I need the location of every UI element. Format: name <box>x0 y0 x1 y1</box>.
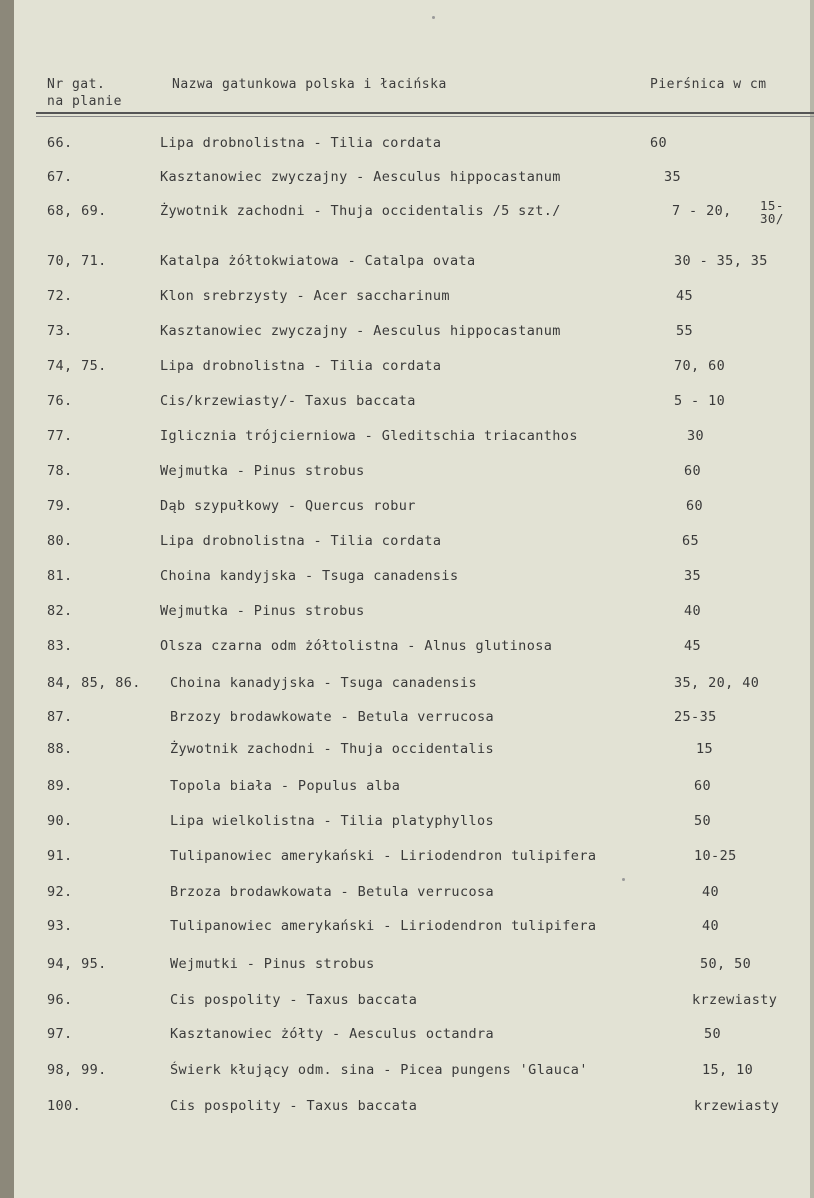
page-edge-left <box>0 0 14 1198</box>
row-number: 92. <box>47 884 73 900</box>
row-number: 70, 71. <box>47 253 107 269</box>
row-species-name: Kasztanowiec żółty - Aesculus octandra <box>170 1026 495 1042</box>
row-number: 68, 69. <box>47 203 107 219</box>
row-species-name: Olsza czarna odm żółtolistna - Alnus glutinosa <box>160 638 553 654</box>
row-number: 97. <box>47 1026 73 1042</box>
row-dbh-value: 30 - 35, 35 <box>674 253 768 269</box>
row-species-name: Dąb szypułkowy - Quercus robur <box>160 498 416 514</box>
row-number: 83. <box>47 638 73 654</box>
row-number: 66. <box>47 135 73 151</box>
row-number: 98, 99. <box>47 1062 107 1078</box>
row-species-name: Cis pospolity - Taxus baccata <box>170 992 418 1008</box>
row-number: 94, 95. <box>47 956 107 972</box>
header-nr-line2: na planie <box>47 94 122 109</box>
row-species-name: Lipa drobnolistna - Tilia cordata <box>160 135 442 151</box>
row-number: 93. <box>47 918 73 934</box>
page-edge-right <box>810 0 814 1198</box>
row-species-name: Tulipanowiec amerykański - Liriodendron tulipifera <box>170 918 597 934</box>
row-number: 79. <box>47 498 73 514</box>
row-species-name: Lipa drobnolistna - Tilia cordata <box>160 533 442 549</box>
row-dbh-value: 45 <box>676 288 694 304</box>
row-number: 96. <box>47 992 73 1008</box>
row-number: 84, 85, 86. <box>47 675 141 691</box>
row-species-name: Tulipanowiec amerykański - Liriodendron tulipifera <box>170 848 597 864</box>
row-dbh-value: 60 <box>686 498 704 514</box>
row-species-name: Kasztanowiec zwyczajny - Aesculus hippocastanum <box>160 323 561 339</box>
row-dbh-value: 40 <box>702 884 720 900</box>
row-species-name: Cis/krzewiasty/- Taxus baccata <box>160 393 416 409</box>
row-number: 90. <box>47 813 73 829</box>
row-number: 80. <box>47 533 73 549</box>
row-dbh-value: 55 <box>676 323 694 339</box>
row-number: 88. <box>47 741 73 757</box>
row-dbh-value: 7 - 20, <box>672 203 732 219</box>
row-species-name: Kasztanowiec zwyczajny - Aesculus hippocastanum <box>160 169 561 185</box>
row-species-name: Iglicznia trójcierniowa - Gleditschia triacanthos <box>160 428 578 444</box>
row-dbh-value: 60 <box>694 778 712 794</box>
row-number: 91. <box>47 848 73 864</box>
row-species-name: Choina kanadyjska - Tsuga canadensis <box>170 675 477 691</box>
header-nr-line1: Nr gat. <box>47 77 106 92</box>
row-dbh-value: 65 <box>682 533 700 549</box>
row-dbh-value: 25-35 <box>674 709 717 725</box>
row-number: 73. <box>47 323 73 339</box>
row-number: 100. <box>47 1098 82 1114</box>
row-dbh-value: 35 <box>684 568 702 584</box>
row-species-name: Klon srebrzysty - Acer saccharinum <box>160 288 450 304</box>
row-species-name: Żywotnik zachodni - Thuja occidentalis <box>170 741 495 757</box>
row-dbh-value: 10-25 <box>694 848 737 864</box>
row-species-name: Topola biała - Populus alba <box>170 778 401 794</box>
row-dbh-value: 50, 50 <box>700 956 752 972</box>
header-species-name: Nazwa gatunkowa polska i łacińska <box>172 77 447 92</box>
row-species-name: Lipa wielkolistna - Tilia platyphyllos <box>170 813 495 829</box>
row-species-name: Cis pospolity - Taxus baccata <box>170 1098 418 1114</box>
row-dbh-value: 30 <box>687 428 705 444</box>
row-number: 74, 75. <box>47 358 107 374</box>
header-rule <box>36 112 814 114</box>
row-species-name: Świerk kłujący odm. sina - Picea pungens 'Glauca' <box>170 1062 588 1078</box>
row-dbh-value: krzewiasty <box>692 992 778 1008</box>
row-dbh-value-extra: 15-30/ <box>760 198 784 226</box>
row-number: 87. <box>47 709 73 725</box>
row-number: 67. <box>47 169 73 185</box>
row-dbh-value: 50 <box>704 1026 722 1042</box>
header-dbh: Pierśnica w cm <box>650 77 767 92</box>
row-dbh-value: 45 <box>684 638 702 654</box>
row-dbh-value: 15, 10 <box>702 1062 754 1078</box>
row-species-name: Wejmutki - Pinus strobus <box>170 956 375 972</box>
row-species-name: Żywotnik zachodni - Thuja occidentalis /5 szt./ <box>160 203 561 219</box>
row-number: 82. <box>47 603 73 619</box>
row-species-name: Brzoza brodawkowata - Betula verrucosa <box>170 884 495 900</box>
row-number: 76. <box>47 393 73 409</box>
paper-speck <box>622 878 625 881</box>
row-dbh-value: 5 - 10 <box>674 393 726 409</box>
row-dbh-value: 70, 60 <box>674 358 726 374</box>
row-dbh-value: 35, 20, 40 <box>674 675 760 691</box>
row-dbh-value: 50 <box>694 813 712 829</box>
row-number: 78. <box>47 463 73 479</box>
row-species-name: Wejmutka - Pinus strobus <box>160 603 365 619</box>
row-dbh-value: 35 <box>664 169 682 185</box>
row-dbh-value: krzewiasty <box>694 1098 780 1114</box>
row-species-name: Choina kandyjska - Tsuga canadensis <box>160 568 459 584</box>
row-species-name: Wejmutka - Pinus strobus <box>160 463 365 479</box>
row-dbh-value: 60 <box>684 463 702 479</box>
row-species-name: Katalpa żółtokwiatowa - Catalpa ovata <box>160 253 476 269</box>
row-number: 72. <box>47 288 73 304</box>
row-species-name: Brzozy brodawkowate - Betula verrucosa <box>170 709 495 725</box>
row-dbh-value: 60 <box>650 135 668 151</box>
row-species-name: Lipa drobnolistna - Tilia cordata <box>160 358 442 374</box>
row-number: 81. <box>47 568 73 584</box>
row-dbh-value: 40 <box>684 603 702 619</box>
row-dbh-value: 15 <box>696 741 714 757</box>
header-rule-thin <box>36 116 814 117</box>
row-number: 89. <box>47 778 73 794</box>
row-number: 77. <box>47 428 73 444</box>
row-dbh-value: 40 <box>702 918 720 934</box>
paper-speck <box>432 16 435 19</box>
